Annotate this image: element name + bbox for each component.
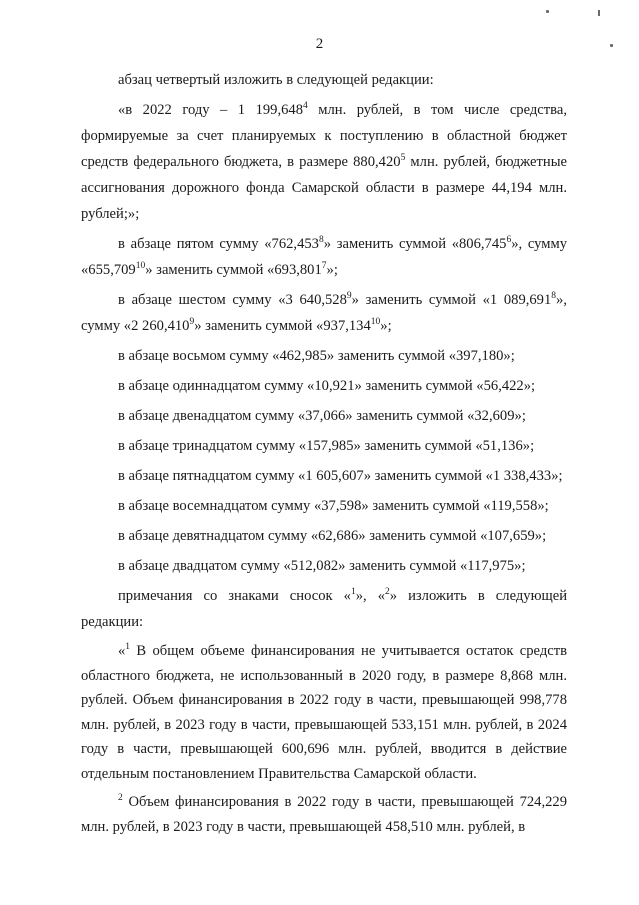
text-run: в абзаце двадцатом сумму «512,082» заменить суммой «117,975»; (118, 558, 526, 574)
text-run: примечания со знаками сносок « (118, 588, 351, 604)
paragraph-19 (81, 523, 567, 549)
paragraph-5 (81, 231, 567, 283)
page-number: 2 (315, 36, 324, 52)
text-run: в абзаце восьмом сумму «462,985» заменить суммой «397,180»; (118, 348, 515, 364)
footnote-marker: 8 (551, 291, 557, 301)
document-body (81, 67, 567, 843)
text-run: в абзаце тринадцатом сумму «157,985» заменить суммой «51,136»; (118, 438, 535, 454)
scan-speck (546, 10, 549, 13)
footnote-marker: 10 (135, 261, 146, 271)
text-run: млн. рублей, бюджетные ассигнования дорожного фонда Самарской области в размере 44,194 млн. рублей;»; (81, 154, 567, 222)
text-run: В общем объеме финансирования не учитывается остаток средств областного бюджета, не использованный в 2020 году, в размере 8,868 млн. рублей. Объем финансирования в 2022 году в части, превышающей 998,778 млн. рублей, в 2023 году в части, превышающей 533,151 млн. рублей, в 2024 году в части, превышающей 600,696 млн. рублей, вводится в действие отдельным постановлением Правительства Самарской области. (81, 643, 567, 782)
new-text-2022 (81, 97, 567, 227)
footnote-marker: 5 (400, 153, 406, 163)
footnote-marker: 1 (350, 587, 356, 597)
footnote-marker: 2 (118, 793, 123, 803)
text-run: Объем финансирования в 2022 году в части, превышающей 724,229 млн. рублей, в 2023 году в части, превышающей 458,510 млн. рублей, в (81, 794, 567, 835)
text-run: « (118, 643, 126, 659)
text-run: »; (326, 262, 338, 278)
text-run: в абзаце шестом сумму «3 640,528 (118, 292, 347, 308)
footnote-marker: 2 (385, 587, 390, 597)
footnote-marker: 1 (125, 642, 131, 652)
paragraph-18 (81, 493, 567, 519)
footnote-marker: 9 (189, 317, 195, 327)
paragraph-12 (81, 403, 567, 429)
paragraph-13 (81, 433, 567, 459)
paragraph-11 (81, 373, 567, 399)
footnote-marker: 9 (346, 291, 352, 301)
text-run: млн. рублей, в том числе средства, формируемые за счет планируемых к поступлению в областной бюджет средств федерального бюджета, в размере 880,420 (81, 102, 567, 170)
scan-speck (610, 44, 613, 47)
text-run: » заменить суммой «693,801 (145, 262, 322, 278)
text-run: » заменить суммой «937,134 (194, 318, 371, 334)
text-run: » изложить в следующей редакции: (81, 588, 568, 630)
footnote-marker: 7 (321, 261, 327, 271)
footnote-1 (81, 639, 567, 786)
paragraph-6 (81, 287, 567, 339)
text-run: в абзаце восемнадцатом сумму «37,598» заменить суммой «119,558»; (118, 498, 549, 514)
footnote-marker: 8 (318, 235, 324, 245)
scan-speck (598, 10, 600, 16)
text-run: » заменить суммой «1 089,691 (351, 292, 552, 308)
text-run: в абзаце двенадцатом сумму «37,066» заменить суммой «32,609»; (118, 408, 526, 424)
paragraph-20 (81, 553, 567, 579)
text-run: «в 2022 году – 1 199,648 (118, 102, 304, 118)
text-run: », сумму «655,709 (81, 236, 567, 278)
text-run: абзац четвертый изложить в следующей редакции: (118, 72, 434, 88)
paragraph-15 (81, 463, 567, 489)
footnote-marker: 10 (370, 317, 381, 327)
notes-intro (81, 583, 567, 635)
text-run: в абзаце одиннадцатом сумму «10,921» заменить суммой «56,422»; (118, 378, 536, 394)
footnote-marker: 6 (506, 235, 512, 245)
footnote-marker: 4 (303, 101, 308, 111)
text-run: », сумму «2 260,410 (81, 292, 567, 334)
text-run: », « (355, 588, 385, 604)
paragraph-8 (81, 343, 567, 369)
text-run: »; (380, 318, 392, 334)
text-run: в абзаце девятнадцатом сумму «62,686» заменить суммой «107,659»; (118, 528, 547, 544)
text-run: » заменить суммой «806,745 (323, 236, 507, 252)
text-run: в абзаце пятом сумму «762,453 (118, 236, 319, 252)
intro-line (81, 67, 567, 93)
footnote-2 (81, 790, 567, 839)
text-run: в абзаце пятнадцатом сумму «1 605,607» заменить суммой «1 338,433»; (118, 468, 563, 484)
